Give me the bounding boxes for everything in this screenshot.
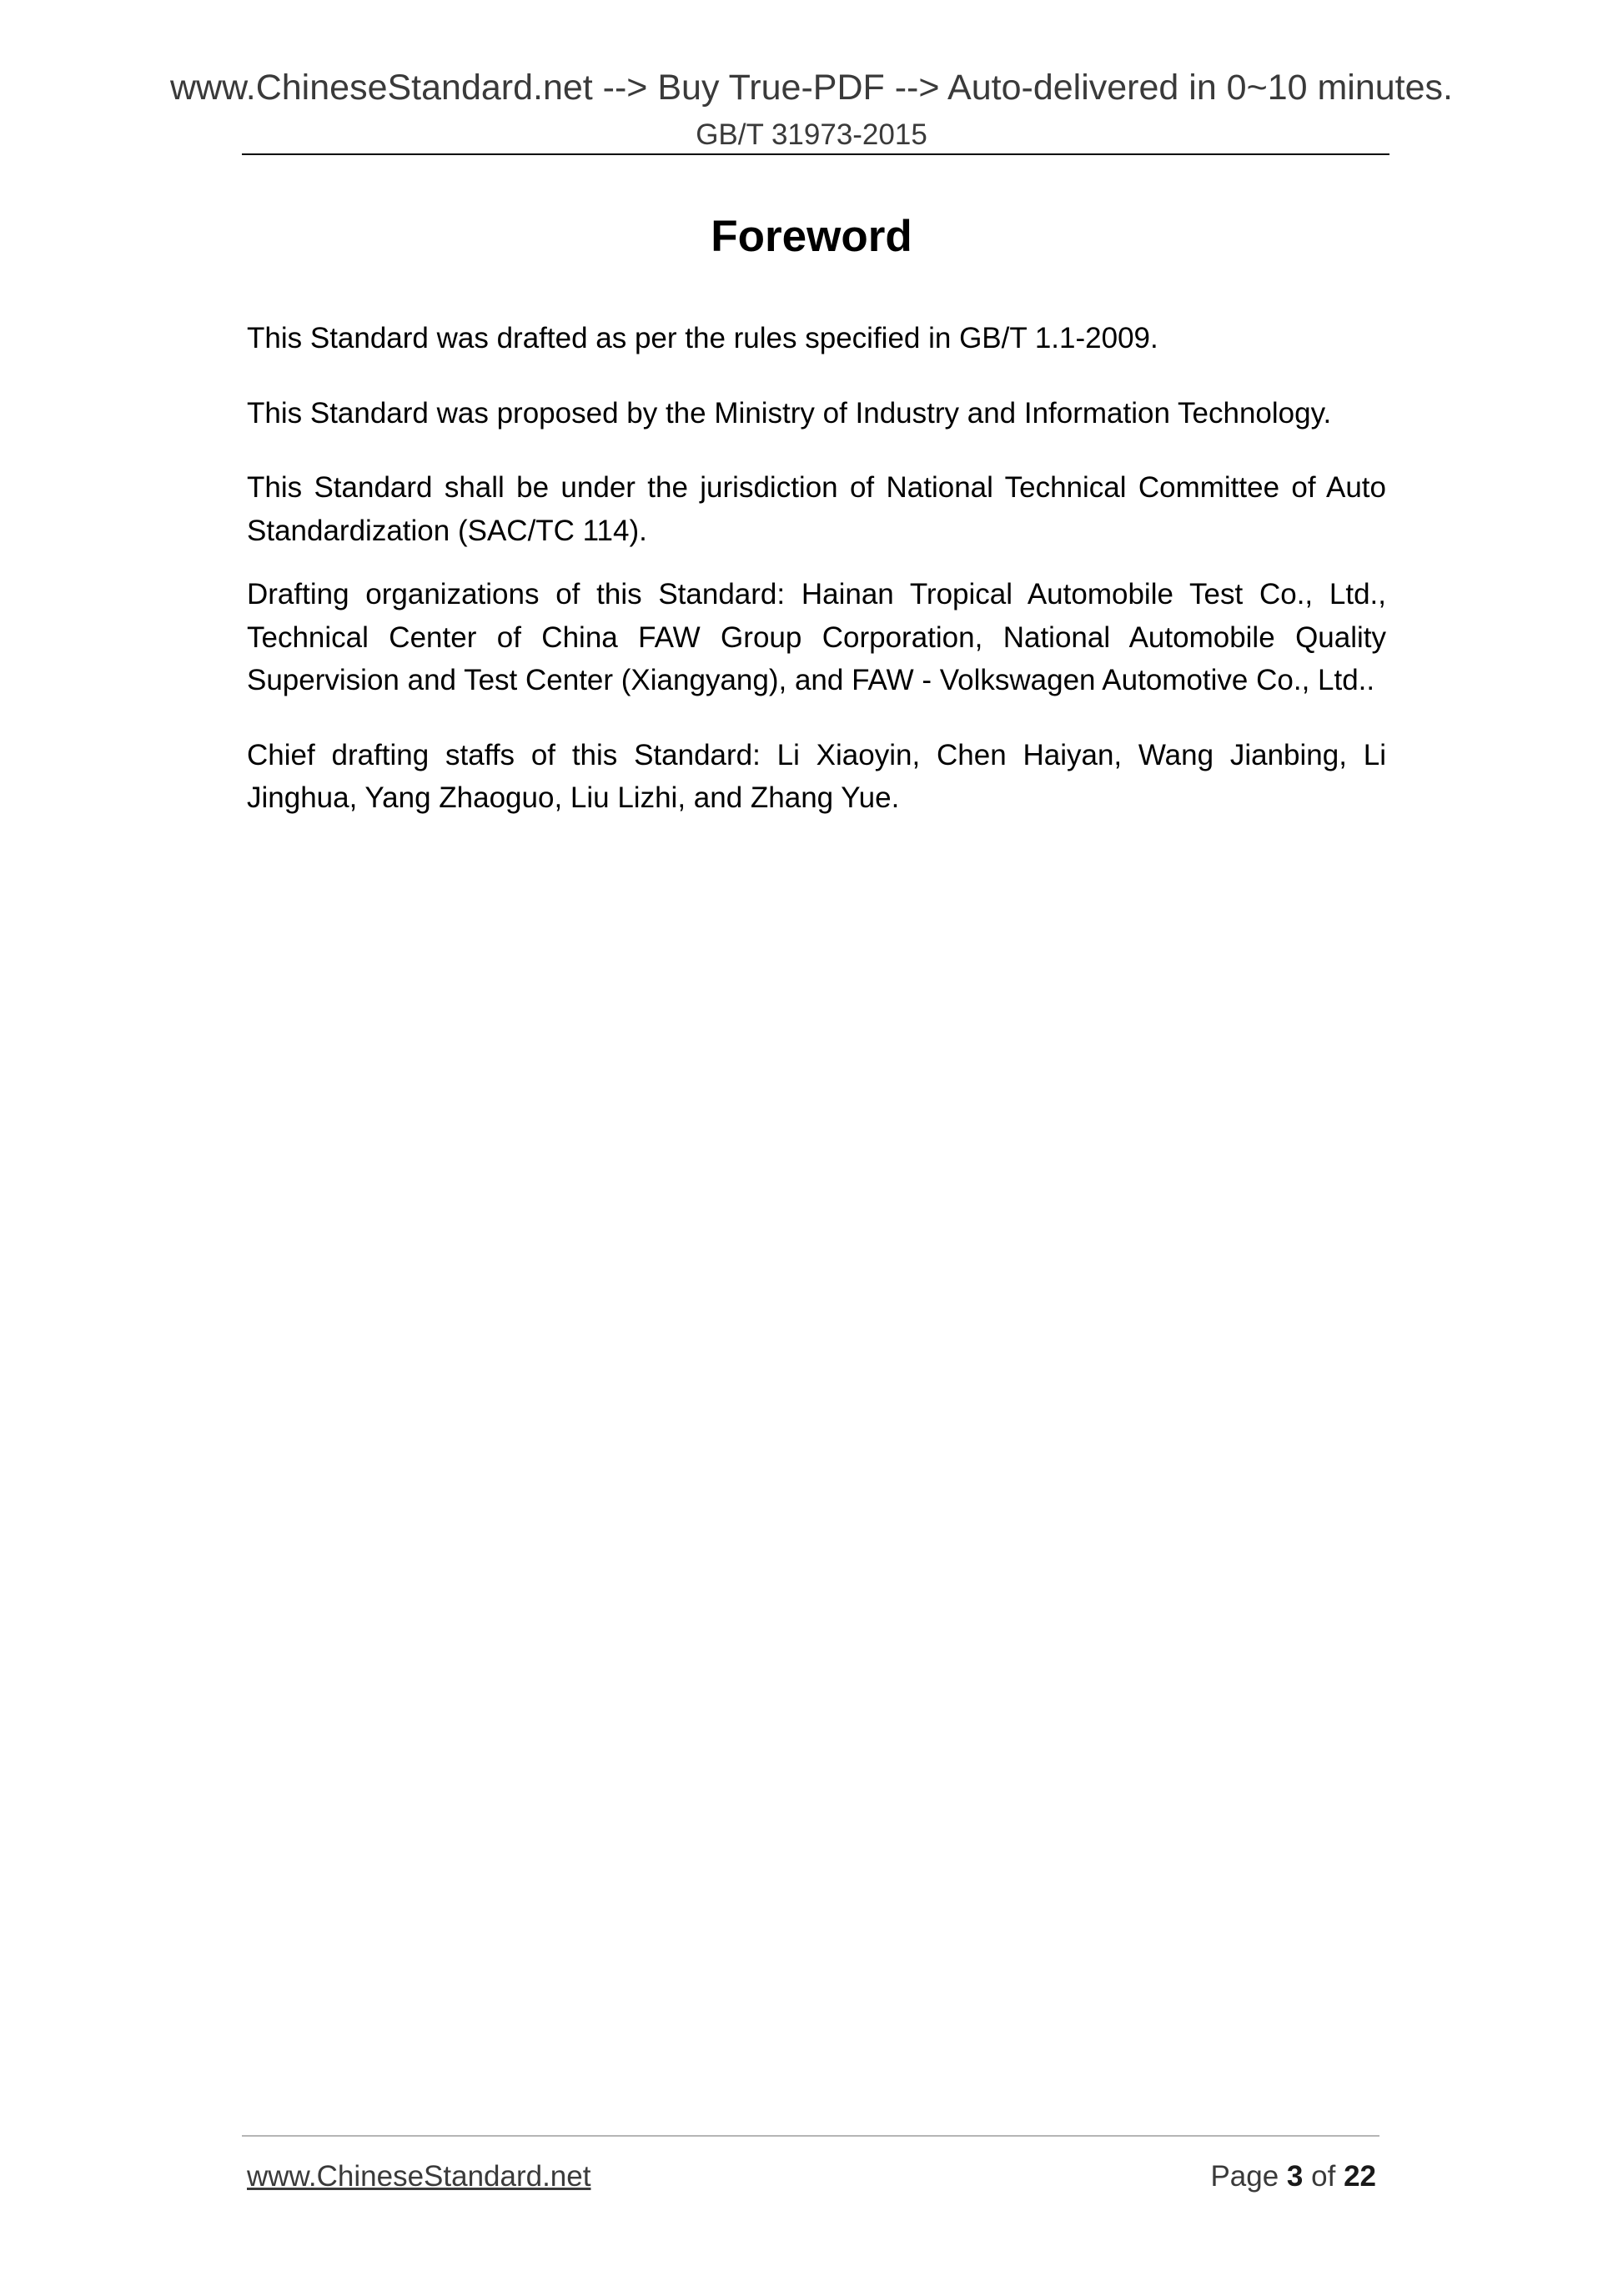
page-title: Foreword: [711, 212, 912, 261]
header-divider: [242, 153, 1389, 155]
paragraph-drafting-organizations: Drafting organizations of this Standard: Hainan Tropical Automobile Test Co., Ltd., Technical Center of China FAW Group Corporation, National Automobile Quality Supervision and Test Center (Xiangyang), and FAW - Volkswagen Automotive Co., Ltd..: [247, 578, 1386, 696]
footer-website-link[interactable]: www.ChineseStandard.net: [247, 2160, 591, 2193]
page-current: 3: [1286, 2160, 1304, 2193]
document-code: GB/T 31973-2015: [696, 118, 927, 151]
header-banner: www.ChineseStandard.net --> Buy True-PDF --> Auto-delivered in 0~10 minutes.: [169, 68, 1453, 108]
page-number: [1210, 2158, 1376, 2195]
paragraph-jurisdiction: This Standard shall be under the jurisdiction of National Technical Committee of Auto Standardization (SAC/TC 114).: [247, 471, 1386, 547]
footer-divider: [242, 2135, 1379, 2137]
paragraph-proposed-by: This Standard was proposed by the Ministry of Industry and Information Technology.: [247, 396, 1332, 430]
paragraph-drafting-rules: This Standard was drafted as per the rules specified in GB/T 1.1-2009.: [247, 322, 1158, 354]
paragraph-drafting-staffs: Chief drafting staffs of this Standard: Li Xiaoyin, Chen Haiyan, Wang Jianbing, Li Jinghua, Yang Zhaoguo, Liu Lizhi, and Zhang Yue.: [247, 738, 1386, 814]
page-separator: of: [1311, 2160, 1336, 2193]
foreword-body: [247, 317, 1386, 820]
page-prefix: Page: [1210, 2160, 1279, 2193]
page-total: 22: [1344, 2160, 1376, 2193]
